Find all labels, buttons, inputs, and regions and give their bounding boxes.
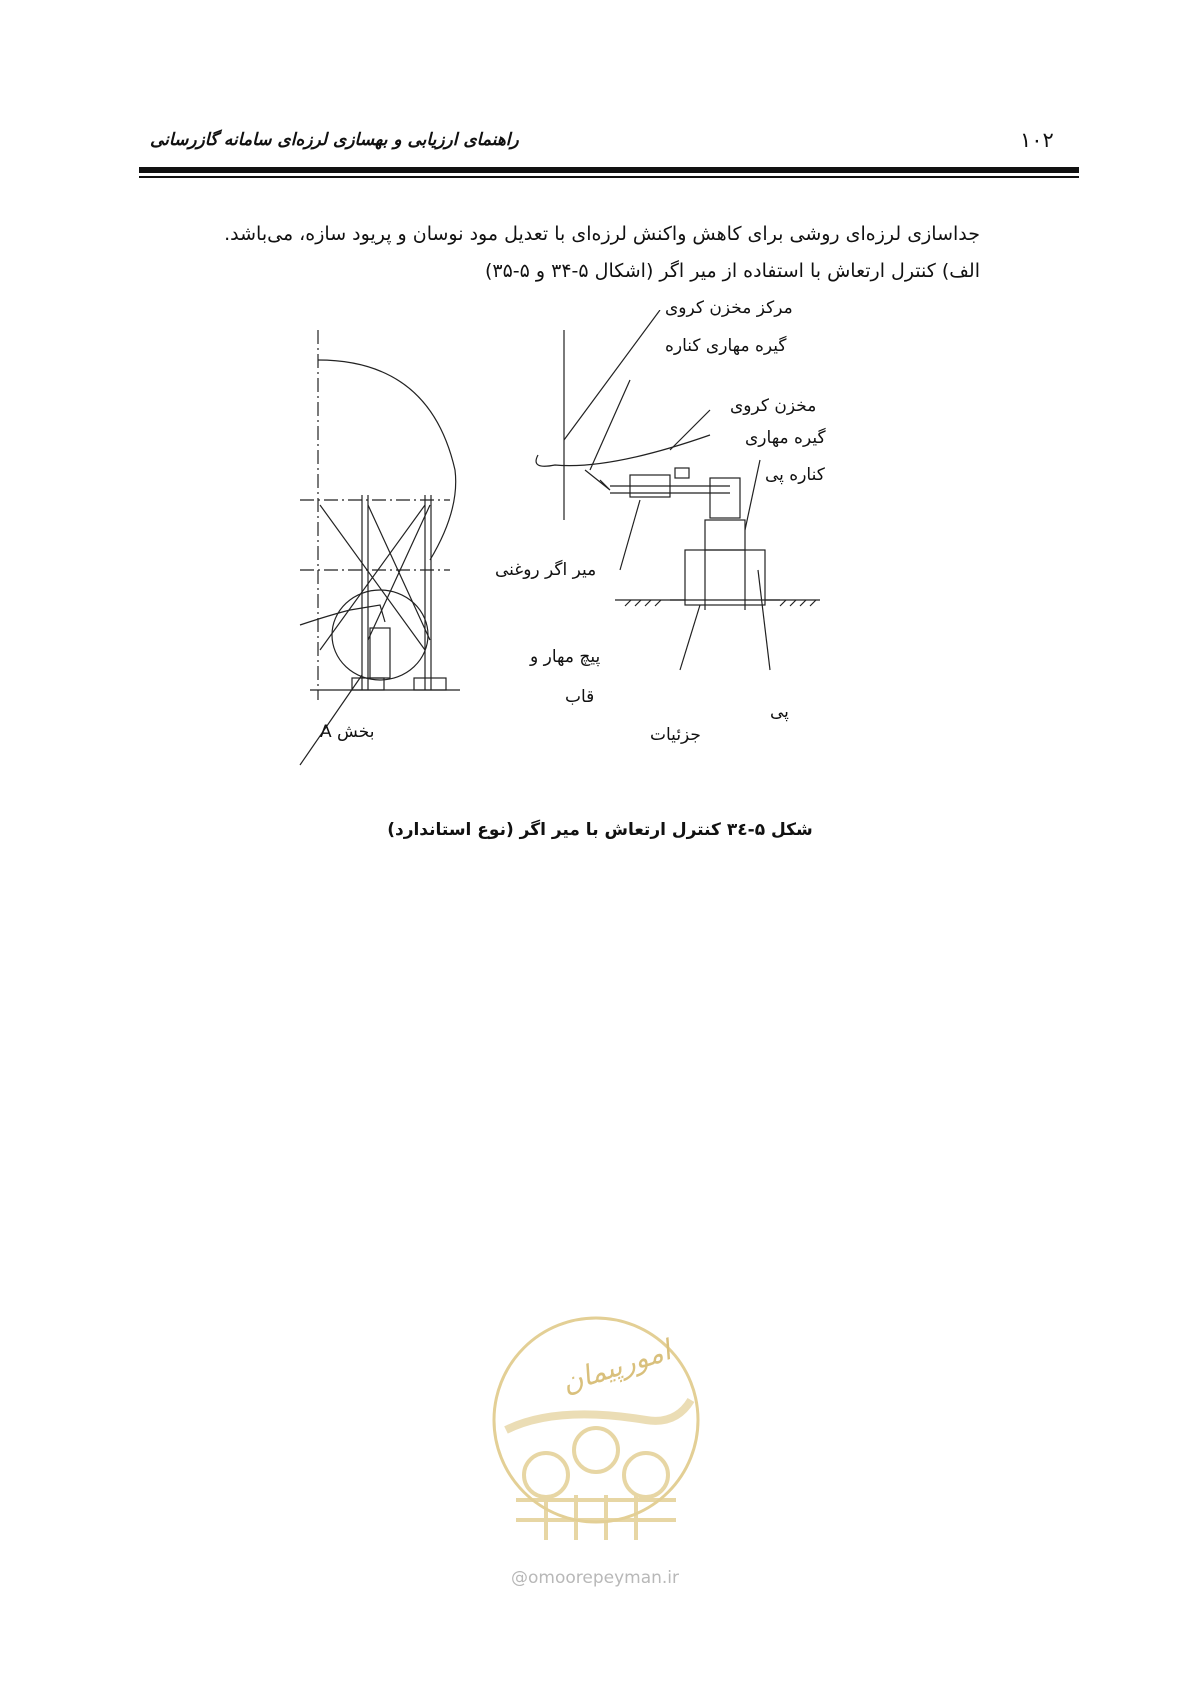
damper-drawing [290,310,910,790]
label-sphere-center: مرکز مخزن کروی [665,298,793,318]
label-anchor-bolt-line-2: قاب [565,687,595,707]
label-anchor-bolt-line-1: پیچ مهار و [530,647,601,667]
running-title: راهنمای ارزیابی و بهسازی لرزه‌ای سامانه گازرسانی [150,130,519,150]
page-number: ۱۰۲ [1020,128,1054,152]
label-oil-damper: میر اگر روغنی [495,560,597,580]
header-rule-thin [139,176,1079,178]
body-paragraph-2: الف) کنترل ارتعاش با استفاده از میر اگر (اشکال ۵-۳۴ و ۵-۳۵) [484,260,980,282]
label-section-a: بخش A [320,722,375,742]
label-edge-clamp: گیره مهاری کناره [665,336,787,356]
watermark-site: @omoorepeyman.ir [510,1568,680,1588]
label-sphere-tank: مخزن کروی [730,396,817,416]
body-paragraph-1: جداسازی لرزه‌ای روشی برای کاهش واکنش لرزه‌ای با تعدیل مود نوسان و پریود سازه، می‌باشد. [224,223,980,245]
watermark-logo [486,1310,706,1580]
watermark-emblem-icon [486,1310,706,1570]
header-rule-thick [139,167,1079,173]
label-foundation: پی [770,702,789,722]
label-foundation-edge: کناره پی [765,465,825,485]
figure-caption: شکل ۵-۳٤ کنترل ارتعاش با میر اگر (نوع استاندارد) [387,820,813,840]
watermark-logo-text: امورپیمان [557,1333,675,1400]
label-details: جزئیات [650,725,701,745]
figure-damper-diagram [290,298,910,790]
label-clamp: گیره مهاری [745,428,826,448]
